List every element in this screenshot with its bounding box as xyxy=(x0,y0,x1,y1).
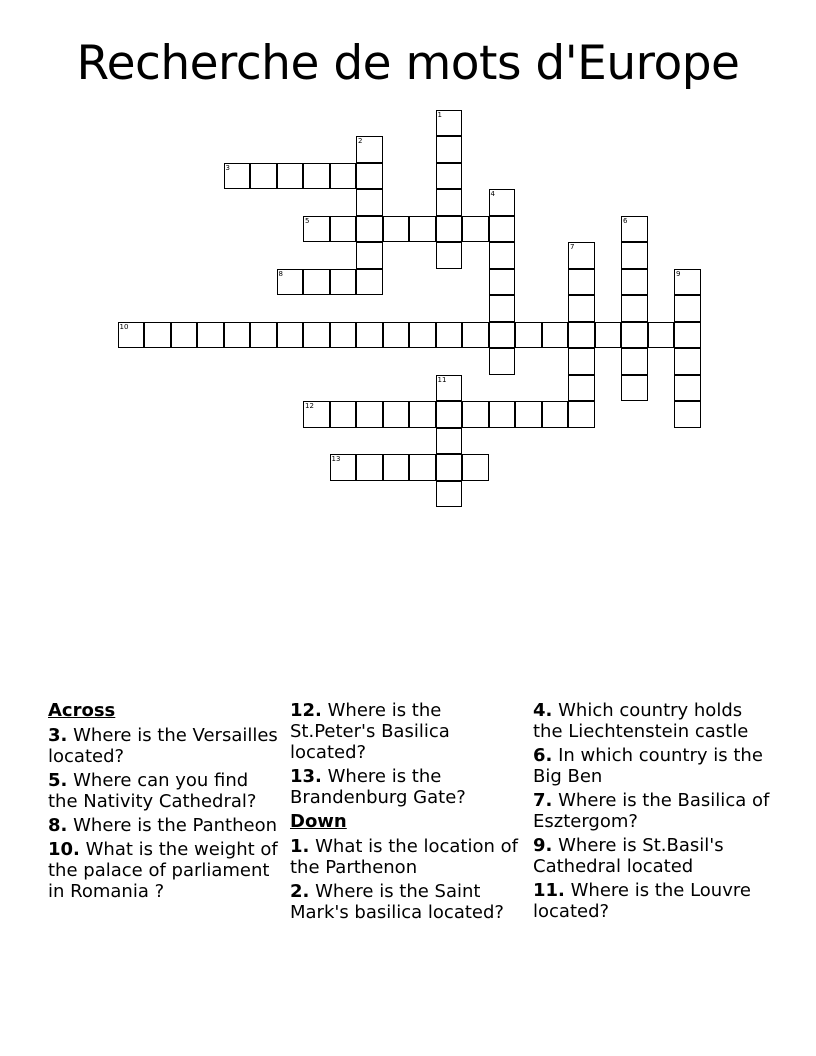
cell-number: 7 xyxy=(570,243,575,251)
clue-across-12: 12. Where is the St.Peter's Basilica located? xyxy=(290,700,450,763)
grid-cell[interactable] xyxy=(303,269,330,296)
grid-cell[interactable] xyxy=(489,242,516,269)
grid-cell[interactable] xyxy=(303,163,330,190)
grid-cell[interactable] xyxy=(277,163,304,190)
grid-cell[interactable] xyxy=(462,454,489,481)
cell-number: 13 xyxy=(331,455,341,463)
cell-number: 8 xyxy=(278,269,283,278)
grid-cell[interactable] xyxy=(383,216,410,243)
grid-cell[interactable] xyxy=(462,216,489,243)
grid-cell[interactable] xyxy=(303,322,330,349)
cell-number: 5 xyxy=(305,216,310,225)
grid-cell[interactable] xyxy=(356,216,383,243)
grid-cell[interactable] xyxy=(171,322,198,349)
grid-cell[interactable] xyxy=(303,216,330,243)
cell-number: 10 xyxy=(119,322,129,331)
grid-cell[interactable] xyxy=(250,163,277,190)
cell-number: 6 xyxy=(623,216,628,225)
grid-cell[interactable] xyxy=(542,401,569,428)
grid-cell[interactable] xyxy=(436,189,463,216)
clue-down-11: 11. Where is the Louvre located? xyxy=(533,880,751,922)
grid-cell[interactable] xyxy=(330,454,357,481)
grid-cell[interactable] xyxy=(436,481,463,508)
grid-cell[interactable] xyxy=(383,401,410,428)
grid-cell[interactable] xyxy=(330,322,357,349)
cell-number: 3 xyxy=(225,163,230,172)
grid-cell[interactable] xyxy=(356,163,383,190)
clue-across-10: 10. What is the weight of the palace of parliament in Romania ? xyxy=(48,839,278,902)
grid-cell[interactable] xyxy=(277,322,304,349)
clue-down-4: 4. Which country holds the Liechtenstein castle xyxy=(533,700,749,742)
clue-across-5: 5. Where can you find the Nativity Cathedral? xyxy=(48,770,257,812)
grid-cell[interactable] xyxy=(595,322,622,349)
grid-cell[interactable] xyxy=(568,322,595,349)
clue-across-3: 3. Where is the Versailles located? xyxy=(48,725,278,767)
across-heading: Across xyxy=(48,700,116,721)
grid-cell[interactable] xyxy=(383,454,410,481)
grid-cell[interactable] xyxy=(436,428,463,455)
grid-cell[interactable] xyxy=(436,242,463,269)
grid-cell[interactable] xyxy=(356,269,383,296)
grid-cell[interactable] xyxy=(674,269,701,296)
grid-cell[interactable] xyxy=(568,401,595,428)
grid-cell[interactable] xyxy=(356,242,383,269)
grid-cell[interactable] xyxy=(224,322,251,349)
clue-down-6: 6. In which country is the Big Ben xyxy=(533,745,763,787)
grid-cell[interactable] xyxy=(489,269,516,296)
grid-cell[interactable] xyxy=(409,216,436,243)
grid-cell[interactable] xyxy=(356,189,383,216)
grid-cell[interactable] xyxy=(356,322,383,349)
grid-cell[interactable] xyxy=(436,163,463,190)
grid-cell[interactable] xyxy=(462,322,489,349)
grid-cell[interactable] xyxy=(621,295,648,322)
grid-cell[interactable] xyxy=(250,322,277,349)
grid-cell[interactable] xyxy=(568,242,595,269)
grid-cell[interactable] xyxy=(515,401,542,428)
grid-cell[interactable] xyxy=(436,375,463,402)
grid-cell[interactable] xyxy=(489,189,516,216)
grid-cell[interactable] xyxy=(356,136,383,163)
grid-cell[interactable] xyxy=(356,401,383,428)
clue-down-1: 1. What is the location of the Parthenon xyxy=(290,836,518,878)
grid-cell[interactable] xyxy=(489,401,516,428)
grid-cell[interactable] xyxy=(621,216,648,243)
grid-cell[interactable] xyxy=(515,322,542,349)
grid-cell[interactable] xyxy=(409,322,436,349)
grid-cell[interactable] xyxy=(621,322,648,349)
grid-cell[interactable] xyxy=(621,375,648,402)
grid-cell[interactable] xyxy=(621,348,648,375)
grid-cell[interactable] xyxy=(489,322,516,349)
clues-column-1 xyxy=(48,700,283,905)
grid-cell[interactable] xyxy=(674,322,701,349)
grid-cell[interactable] xyxy=(118,322,145,349)
grid-cell[interactable] xyxy=(674,295,701,322)
grid-cell[interactable] xyxy=(303,401,330,428)
grid-cell[interactable] xyxy=(489,348,516,375)
grid-cell[interactable] xyxy=(621,242,648,269)
grid-cell[interactable] xyxy=(436,216,463,243)
grid-cell[interactable] xyxy=(674,375,701,402)
grid-cell[interactable] xyxy=(436,401,463,428)
grid-cell[interactable] xyxy=(648,322,675,349)
cell-number: 9 xyxy=(676,269,681,278)
cell-number: 2 xyxy=(358,137,363,145)
grid-cell[interactable] xyxy=(568,375,595,402)
clue-across-8: 8. Where is the Pantheon xyxy=(48,815,277,836)
grid-cell[interactable] xyxy=(436,322,463,349)
grid-cell[interactable] xyxy=(144,322,171,349)
grid-cell[interactable] xyxy=(330,269,357,296)
grid-cell[interactable] xyxy=(568,348,595,375)
down-heading: Down xyxy=(290,811,347,832)
cell-number: 4 xyxy=(490,190,495,198)
clue-down-9: 9. Where is St.Basil's Cathedral located xyxy=(533,835,724,877)
clues-column-3 xyxy=(533,700,773,925)
clue-down-2: 2. Where is the Saint Mark's basilica located? xyxy=(290,881,504,923)
grid-cell[interactable] xyxy=(621,269,648,296)
grid-cell[interactable] xyxy=(489,216,516,243)
grid-cell[interactable] xyxy=(568,269,595,296)
grid-cell[interactable] xyxy=(489,295,516,322)
grid-cell[interactable] xyxy=(277,269,304,296)
cell-number: 1 xyxy=(437,110,442,119)
grid-cell[interactable] xyxy=(542,322,569,349)
grid-cell[interactable] xyxy=(197,322,224,349)
grid-cell[interactable] xyxy=(436,110,463,137)
grid-cell[interactable] xyxy=(436,454,463,481)
clue-across-13: 13. Where is the Brandenburg Gate? xyxy=(290,766,466,808)
grid-cell[interactable] xyxy=(224,163,251,190)
grid-cell[interactable] xyxy=(356,454,383,481)
cell-number: 12 xyxy=(305,402,314,410)
grid-cell[interactable] xyxy=(674,348,701,375)
page-title: Recherche de mots d'Europe xyxy=(76,36,740,91)
grid-cell[interactable] xyxy=(330,401,357,428)
grid-cell[interactable] xyxy=(330,163,357,190)
grid-cell[interactable] xyxy=(462,401,489,428)
grid-cell[interactable] xyxy=(383,322,410,349)
grid-cell[interactable] xyxy=(436,136,463,163)
grid-cell[interactable] xyxy=(409,401,436,428)
clue-down-7: 7. Where is the Basilica of Esztergom? xyxy=(533,790,770,832)
grid-cell[interactable] xyxy=(568,295,595,322)
cell-number: 11 xyxy=(437,375,447,384)
grid-cell[interactable] xyxy=(330,216,357,243)
grid-cell[interactable] xyxy=(674,401,701,428)
clues-column-2 xyxy=(290,700,525,926)
grid-cell[interactable] xyxy=(409,454,436,481)
